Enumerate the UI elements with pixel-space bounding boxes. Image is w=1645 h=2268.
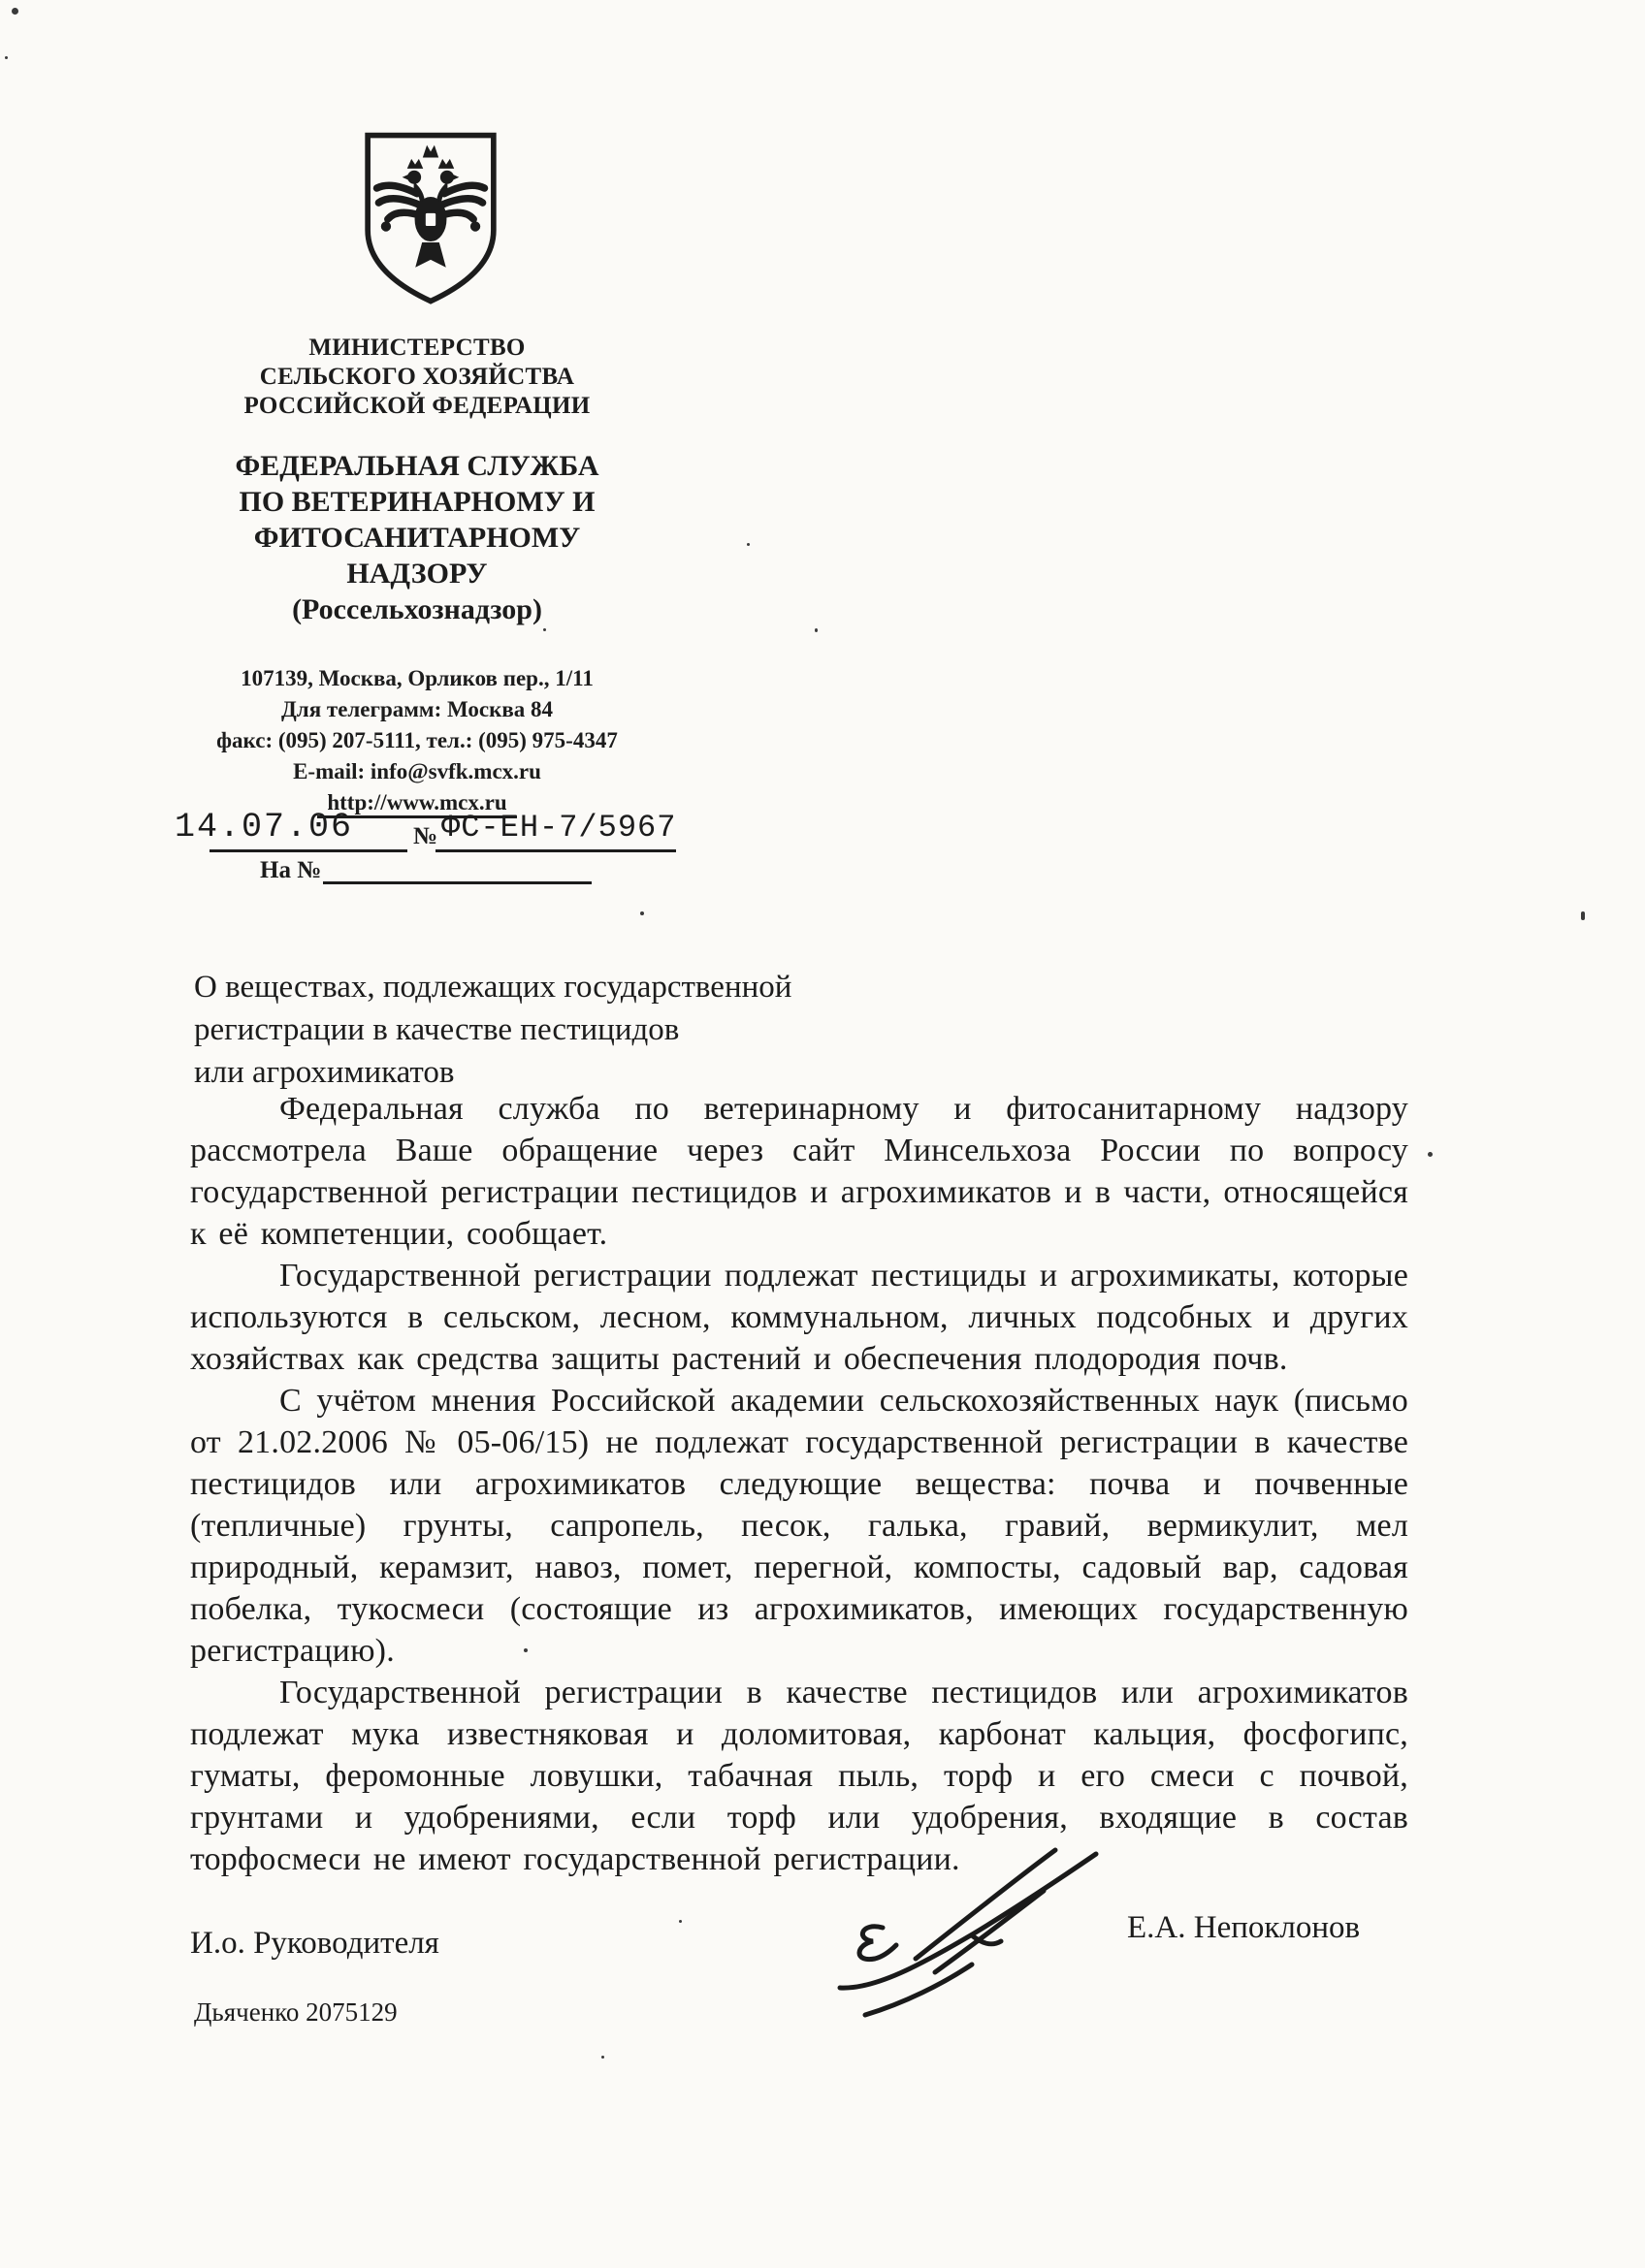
service-line: ПО ВЕТЕРИНАРНОМУ И [239,486,596,518]
scan-noise-speck [543,628,546,631]
signer-name: Е.А. Непоклонов [1127,1910,1361,1945]
body-paragraph: Государственной регистрации в качестве пестицидов или агрохимикатов подлежат мука известняковая и доломитовая, карбонат кальция, фосфогипс, гуматы, феромонные ловушки, табачная пыль, торф и его смеси с почвой, грунтами и удобрениями, если торф или удобрения, входящие в состав торфосмеси не имеют государственной регистрации. [190,1675,1408,1877]
ministry-line: СЕЛЬСКОГО ХОЗЯЙСТВА [259,364,575,390]
subject-line: регистрации в качестве пестицидов [194,1012,680,1047]
reply-to-number-label: На № [260,857,322,883]
fax-phone: факс: (095) 207-5111, тел.: (095) 975-4347 [216,728,618,752]
double-headed-eagle-icon [351,128,510,310]
federal-service-name-block [184,448,650,627]
subject-line: или агрохимикатов [194,1055,455,1090]
scan-noise-speck [815,628,818,632]
email: E-mail: info@svfk.mcx.ru [293,759,541,783]
body-paragraph: С учётом мнения Российской академии сельскохозяйственных наук (письмо от 21.02.2006 № 05-06/15) не подлежат государственной регистрации в качестве пестицидов или агрохимикатов следующие вещества: почва и почвенные (тепличные) грунты, сапропель, песок, галька, гравий, вермикулит, мел природный, керамзит, навоз, помет, перегной, компосты, садовый вар, садовая побелка, тукосмеси (состоящие из агрохимикатов, имеющих государственную регистрацию). [190,1383,1408,1669]
ministry-line: РОССИЙСКОЙ ФЕДЕРАЦИИ [243,393,591,419]
ministry-line: МИНИСТЕРСТВО [308,335,526,361]
subject-line: О веществах, подлежащих государственной [194,970,792,1005]
body-paragraph: Государственной регистрации подлежат пестициды и агрохимикаты, которые используются в сельском, лесном, коммунальном, личных подсобных и других хозяйствах как средства защиты растений и обеспечения плодородия почв. [190,1258,1408,1377]
number-underline [435,849,676,852]
scan-noise-speck [5,56,8,59]
scan-noise-speck [524,1648,528,1652]
letter-date: 14.07.06 [175,808,354,847]
executor-contact: Дьяченко 2075129 [194,1997,398,2027]
service-line: ФЕДЕРАЛЬНАЯ СЛУЖБА [235,450,599,482]
body-paragraph: Федеральная служба по ветеринарному и фитосанитарному надзору рассмотрела Ваше обращение через сайт Минсельхоза России по вопросу государственной регистрации пестицидов и агрохимикатов и в части, относящейся к её компетенции, сообщает. [190,1091,1408,1252]
handwritten-signature-icon [826,1840,1113,2029]
scan-noise-speck [747,543,750,546]
letter-body [190,1088,1408,1880]
website-url: http://www.mcx.ru [145,787,689,818]
postal-address: 107139, Москва, Орликов пер., 1/11 [241,666,594,690]
scan-noise-speck [12,8,18,15]
scan-noise-speck [679,1920,682,1923]
scan-noise-speck [640,911,644,915]
service-line: НАДЗОРУ [346,558,488,590]
service-line: ФИТОСАНИТАРНОМУ [253,522,581,554]
number-sign-label: № [413,823,438,849]
signer-position-title: И.о. Руководителя [190,1926,439,1961]
scan-noise-speck [601,2056,604,2059]
reply-number-underline [323,881,592,884]
outgoing-number: ФС-ЕН-7/5967 [441,810,677,846]
subject-block [194,966,873,1094]
service-short-name: (Россельхознадзор) [292,593,542,625]
scan-noise-speck [1581,911,1585,920]
coat-of-arms-emblem [351,128,510,310]
ministry-name-block [194,334,640,421]
letterhead-contacts-block [145,663,689,818]
scan-noise-speck [1428,1152,1433,1157]
date-underline [210,849,407,852]
telegram-address: Для телеграмм: Москва 84 [280,697,554,721]
